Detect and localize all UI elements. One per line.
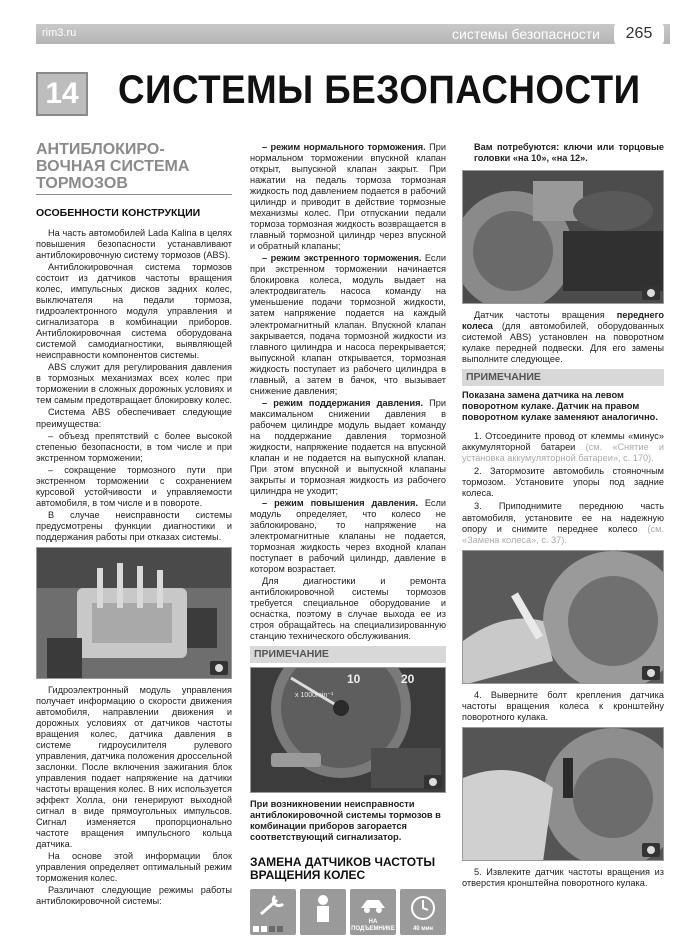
dashboard-photo (250, 667, 446, 793)
paragraph: Для диагностики и ремонта антиблокировочной системы тормозов требуется специальное оборудование и оснастка, поэтому в случае выхода ее из строя обращайтесь на специализированную станцию технического обслуживания. (250, 576, 446, 642)
difficulty-indicator (253, 926, 283, 932)
gauge-label: x 1000min⁻¹ (295, 692, 334, 699)
caption-text: (для автомобилей, оборудованных системой ABS) установлен на поворотном кулаке передней подвески. Для его замены выполните следующее. (462, 321, 664, 365)
caption-bold: переднего колеса (462, 310, 664, 332)
step-3 (462, 501, 664, 545)
caption-text: Датчик частоты вращения (474, 310, 617, 321)
step-1 (462, 431, 664, 464)
person-icon (300, 889, 346, 935)
step-5: 5. Извлеките датчик частоты вращения из отверстия кронштейна поворотного кулака. (462, 866, 664, 888)
paragraph: – сокращение тормозного пути при экстренном торможении с сохранением курсовой устойчивости и управляемости автомобиля, в том числе и в повороте. (36, 464, 232, 508)
note-heading: ПРИМЕЧАНИЕ (250, 646, 446, 663)
step-4: 4. Выверните болт крепления датчика частоты вращения колеса к кронштейну поворотного кулака. (462, 689, 664, 722)
tools-needed: Вам потребуются: ключи или торцовые головки «на 10», «на 12». (474, 142, 664, 164)
paragraph: Система ABS обеспечивает следующие преимущества: (36, 407, 232, 429)
requirements-icons (250, 889, 446, 935)
column-2 (250, 142, 446, 935)
paragraph: – объезд препятствий с более высокой степенью безопасности, в том числе и при экстренном торможении; (36, 430, 232, 463)
photo-caption (462, 310, 664, 365)
mode-text: Если при экстренном торможении начинается блокировка колеса, модуль выдает на электродвигатель насоса команду на уменьшение подачи тормозной жидкости, затем напряжение подается на каждый электромагнитный клапан. Впускной клапан закрывается, подача тормозной жидкости из главного цилиндра и насоса перекрывается; выпускной клапан открывается, тормозная жидкость поступает из рабочего цилиндра в главный, а затем в бачок, что вызывает снижение давления; (250, 253, 446, 396)
paragraph: На часть автомобилей Lada Kalina в целях повышения безопасности устанавливают антиблокировочную систему тормозов (ABS). (36, 227, 232, 261)
step-reference: (см. «Снятие и установка аккумуляторной батареи», с. 170). (462, 442, 664, 464)
mode-text: При нормальном торможении впускной клапан открыт, выпускной клапан закрыт. При нажатии на педаль тормоза тормозная жидкость под давлением подается в рабочий цилиндр и приводит в действие тормозные механизмы колес. При отпускании педали тормоза тормозная жидкость возвращается в главный тормозной цилиндр через впускной и обратный клапаны; (250, 142, 446, 252)
chapter-title: СИСТЕМЫ БЕЗОПАСНОСТИ (118, 68, 641, 112)
step-text: 1. Отсоедините провод от клеммы «минус» аккумуляторной батареи (462, 431, 664, 453)
mode-label: – режим нормального торможения. (262, 142, 426, 152)
paragraph: На основе этой информации блок управления определяет оптимальный режим торможения колес. (36, 851, 232, 884)
mode-label: – режим повышения давления. (262, 498, 418, 508)
lift-icon (350, 889, 396, 935)
clock-icon (400, 889, 446, 935)
paragraph: Различают следующие режимы работы антиблокировочной системы: (36, 885, 232, 907)
camera-icon (642, 286, 660, 300)
note-body: Показана замена датчика на левом поворотном кулаке. Датчик на правом поворотном кулаке заменяют аналогично. (462, 389, 658, 423)
mode-hold (250, 398, 446, 497)
sensor-photo-1 (462, 170, 664, 304)
step-reference: (см. «Замена колеса», с. 37). (462, 523, 664, 545)
mode-text: При максимальном снижении давления в рабочем цилиндре модуль выдает команду на поддержание давления тормозной жидкости, напряжение подается на впускной клапан и не подается на выпускной клапан. При этом впускной и выпускной клапаны закрыты и тормозная жидкость из рабочего цилиндра не уходит; (250, 397, 446, 496)
time-caption: 40 мин (412, 926, 434, 933)
column-3 (462, 142, 664, 893)
note-text: При возникновении неисправности антиблокировочной системы тормозов в комбинации приборов загорается соответствующий сигнализатор. (250, 799, 441, 843)
subsection-title: ОСОБЕННОСТИ КОНСТРУКЦИИ (36, 207, 201, 220)
mode-label: – режим экстренного торможения. (262, 253, 422, 264)
header-section: системы безопасности (452, 26, 600, 42)
mode-normal (250, 142, 446, 252)
section-title: ЗАМЕНА ДАТЧИКОВ ЧАСТОТЫ ВРАЩЕНИЯ КОЛЕС (250, 854, 436, 883)
camera-icon (210, 661, 228, 675)
camera-icon (424, 775, 442, 789)
camera-icon (642, 666, 660, 680)
wrench-icon (250, 889, 296, 935)
paragraph: В случае неисправности системы предусмотрены функции диагностики и поддержания работы при отказах системы. (36, 509, 232, 542)
paragraph: Антиблокировочная система тормозов состоит из датчиков частоты вращения колес, импульсных дисков задних колес, выключателя на педали тормоза, гидроэлектронного модуля управления и сигнализатора в комбинации приборов. Антиблокировочная система оборудована системой самодиагностики, выявляющей неисправности компонентов системы. (36, 262, 232, 361)
gauge-number: 20 (401, 672, 415, 686)
note-heading: ПРИМЕЧАНИЕ (462, 369, 664, 386)
paragraph: Гидроэлектронный модуль управления получает информацию о скорости движения автомобиля, направлении движения и дорожных условиях от датчиков частоты вращения колес, датчика давления в системе гидроусилителя рулевого управления, датчика положения дроссельной заслонки. После включения зажигания блок управления подает напряжение на датчики частоты вращения колес. В них используется эффект Холла, они генерируют выходной сигнал в виде прямоугольных импульсов. Сигнал изменяется пропорционально частоте вращения импульсного кольца датчика. (36, 684, 232, 850)
mode-text: Если модуль определяет, что колесо не заблокировано, то напряжение на электромагнитные клапаны не подается, тормозная жидкость через входной клапан поступает в рабочий цилиндр, давление в котором возрастает. (250, 498, 446, 575)
mode-label: – режим поддержания давления. (262, 397, 424, 408)
mode-increase (250, 498, 446, 575)
abs-module-photo (36, 547, 232, 679)
mode-emergency (250, 253, 446, 396)
header-site: rim3.ru (42, 27, 77, 39)
lift-caption: НА ПОДЪЕМНИКЕ (351, 918, 395, 933)
camera-icon (642, 843, 660, 857)
sensor-photo-3 (462, 727, 664, 861)
sensor-photo-2 (462, 550, 664, 684)
step-2: 2. Затормозите автомобиль стояночным тормозом. Установите упоры под задние колеса. (462, 466, 664, 499)
step-text: 3. Приподнимите переднюю часть автомобиля, установите ее на надежную опору и снимите переднее колесо (462, 501, 664, 534)
paragraph: ABS служит для регулирования давления в тормозных механизмах всех колес при торможении в сложных дорожных условиях и тем самым предотвращает блокировку колес. (36, 362, 232, 406)
gauge-number: 10 (347, 672, 361, 686)
page-number: 265 (614, 22, 664, 46)
column-1 (36, 142, 232, 908)
section-title: АНТИБЛОКИРО-ВОЧНАЯ СИСТЕМА ТОРМОЗОВ (36, 142, 232, 195)
chapter-number: 14 (36, 72, 88, 116)
